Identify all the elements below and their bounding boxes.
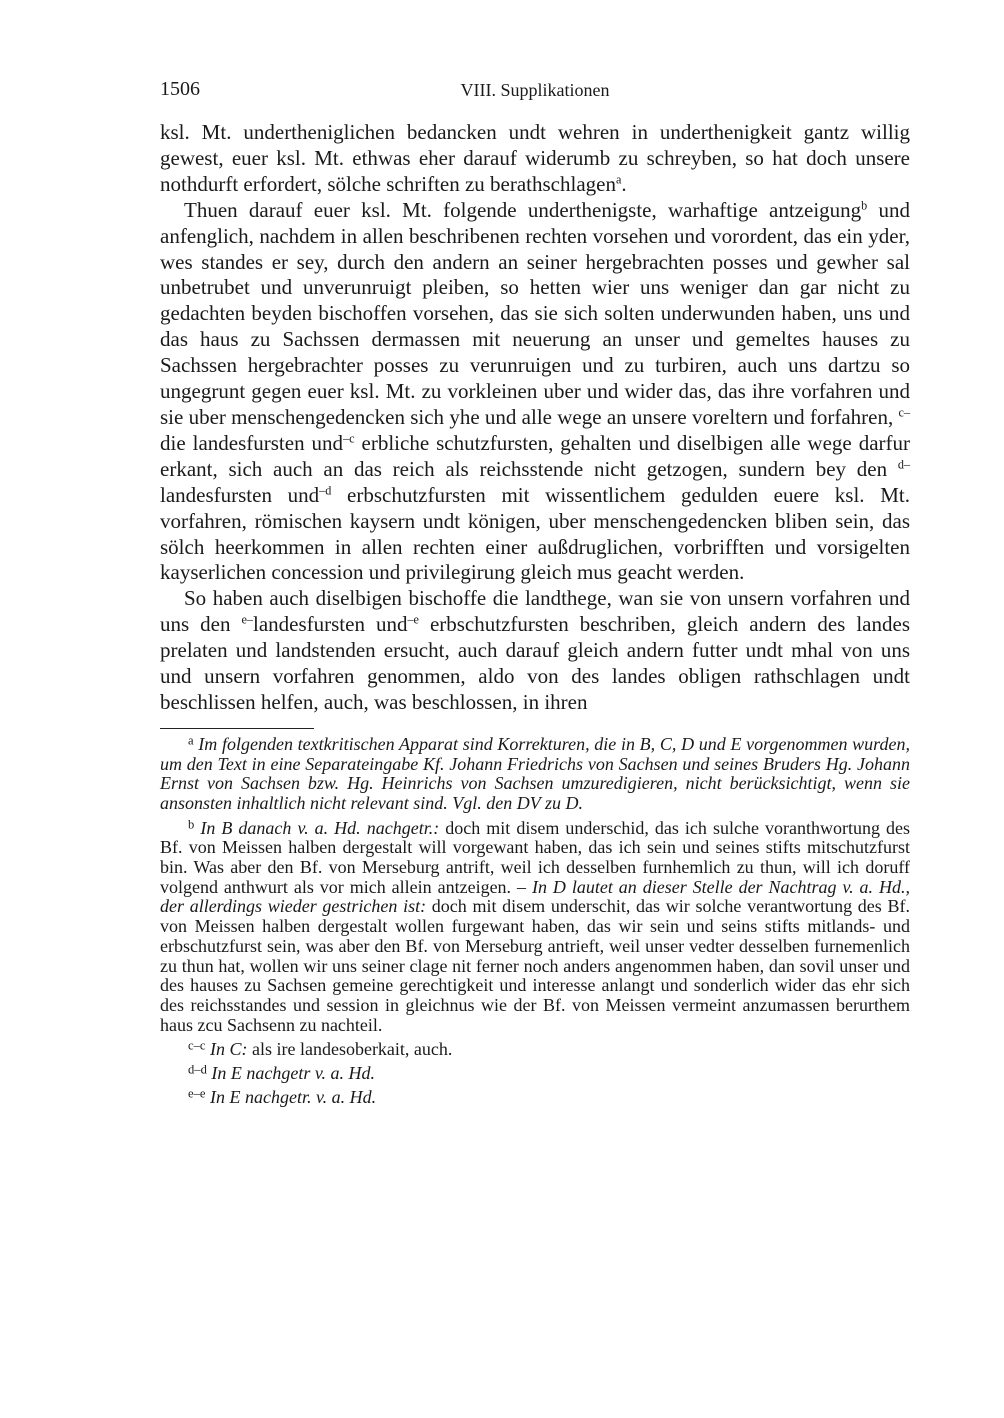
footnote-mark: c–c xyxy=(188,1038,206,1053)
footnote-ref-d-close[interactable]: –d xyxy=(319,483,332,498)
footnote-ref-e-open[interactable]: e– xyxy=(241,612,253,627)
footnote-ref-d-open[interactable]: d– xyxy=(897,457,910,472)
running-title: VIII. Supplikationen xyxy=(460,80,610,100)
paragraph-3: So haben auch diselbigen bischoffe die landthege, wan sie von unsern vorfahren und uns den $^{e-}$landesfursten und$^{-e}$ erbschutzfursten beschriben, gleich andern des landes prelaten und landstenden ersucht, auch darauf gleich andern futter undt mhal von uns und unsern vorfahren genommen, aldo von des landes obligen rathschlagen undt beschlissen helfen, auch, was beschlossen, in ihren xyxy=(160,586,910,714)
footnote-mark: b xyxy=(188,817,195,831)
footnotes xyxy=(160,735,910,1108)
footnote-mark: a xyxy=(188,733,194,748)
footnote-ref-a[interactable]: a xyxy=(615,172,622,187)
page-header xyxy=(160,78,910,108)
footnote-ref-b[interactable]: b xyxy=(861,198,868,213)
footnote-ref-c-open[interactable]: c– xyxy=(898,405,910,420)
footnote-b: $^b$ In B danach v. a. Hd. nachgetr.: doch mit disem underschid, das ich sulche voranthwortung des Bf. von Meissen halben dergestalt will vorgewant haben, das ich sein und seines stifts mitschutzfurst bin. Was aber den Bf. von Merseburg antrift, weil ich desselben furnhemlich zu thun, will ich doruff volgend anthwurt als vor mich allein antzeigen. – In D lautet an dieser Stelle der Nachtrag v. a. Hd., der allerdings wieder gestrichen ist: doch mit disem underschit, das wir solche verantwortung des Bf. von Meissen halben dergestalt wollen furgewant haben, das wir sein und seins stifts mitlands- und erbschutzfurst sein, was aber den Bf. von Merseburg antrieft, weil unser vedter desselben furnemenlich zu thun hat, wollen wir uns seiner clage nit ferner noch anders angenommen haben, dan sovil unser und des hauses zu Sachsen gemeine gerechtigkeit und interesse anlangt und sonderlich wider das ehr sich des reichsstandes und session in gleichnus wie der Bf. von Meissen vermeint anzumassen berurthem haus zcu Sachsenn zu nachteil. xyxy=(160,817,910,1035)
footnote-d: $^{d-d}$ In E nachgetr v. a. Hd. xyxy=(188,1062,376,1084)
paragraph-2: Thuen darauf euer ksl. Mt. folgende underthenigste, warhaftige antzeigung$^b$ und anfenglich, nachdem in allen beschribenen rechten vorsehen und vorordent, das ein yder, wes standes er sey, durch den andern an seiner hergebrachten posses und gewher sal unbetrubet und unverunruigt pleiben, so hetten wier uns weniger dan gar nicht zu gedachten beyden bischoffen vorsehen, das sie sich solten underwunden haben, uns und das haus zu Sachssen dermassen mit neuerung an unser und gemeltes hauses zu Sachssen hergebrachter posses zu verunruigen und zu turbiren, auch uns dartzu so ungegrunt gegen euer ksl. Mt. zu vorkleinen uber und wider das, das ihre vorfahren und sie uber menschengedencken sich yhe und alle wege an unsere voreltern und forfahren, $^{c-}$die landesfursten und$^{-c}$ erbliche schutzfursten, gehalten und diselbigen alle wege darfur erkant, sich auch an das reich als reichsstende nicht getzogen, sundern bey den $^{d-}$landesfursten und$^{-d}$ erbschutzfursten mit wissentlichem gedulden euere ksl. Mt. vorfahren, römischen kaysern undt königen, uber menschengedencken bliben sein, das sölch heerkommen in allen rechten einer außdruglichen, vorbrifften und vorsigelten kayserlichen concession und privilegirung gleich mus geacht werden. xyxy=(160,197,910,585)
document-page xyxy=(160,78,910,1112)
main-text xyxy=(160,120,910,716)
footnote-ref-e-close[interactable]: –e xyxy=(407,612,419,627)
paragraph-1: ksl. Mt. undertheniglichen bedancken undt wehren in underthenigkeit gantz willig gewest, euer ksl. Mt. ethwas eher darauf widerumb zu schreyben, so hat doch unsere nothdurft erfordert, sölche schriften zu berathschlagen$^a$. xyxy=(160,120,910,196)
footnote-e: $^{e-e}$ In E nachgetr. v. a. Hd. xyxy=(188,1086,377,1107)
footnote-c: $^{c-c}$ In C: als ire landesoberkait, auch. xyxy=(188,1038,453,1060)
page-number: 1506 xyxy=(160,78,200,100)
footnote-divider xyxy=(160,728,314,729)
footnote-a: $^a$ Im folgenden textkritischen Apparat sind Korrekturen, die in B, C, D und E vorgenommen wurden, um den Text in eine Separateingabe Kf. Johann Friedrichs von Sachsen und seines Bruders Hg. Johann Ernst von Sachsen bzw. Hg. Heinrichs von Sachsen umzuredigieren, nicht berücksichtigt, wenn sie ansonsten inhaltlich nicht relevant sind. Vgl. den DV zu D. xyxy=(160,733,911,813)
footnote-mark: d–d xyxy=(188,1062,207,1077)
footnote-ref-c-close[interactable]: –c xyxy=(343,431,355,446)
footnote-mark: e–e xyxy=(188,1086,206,1101)
